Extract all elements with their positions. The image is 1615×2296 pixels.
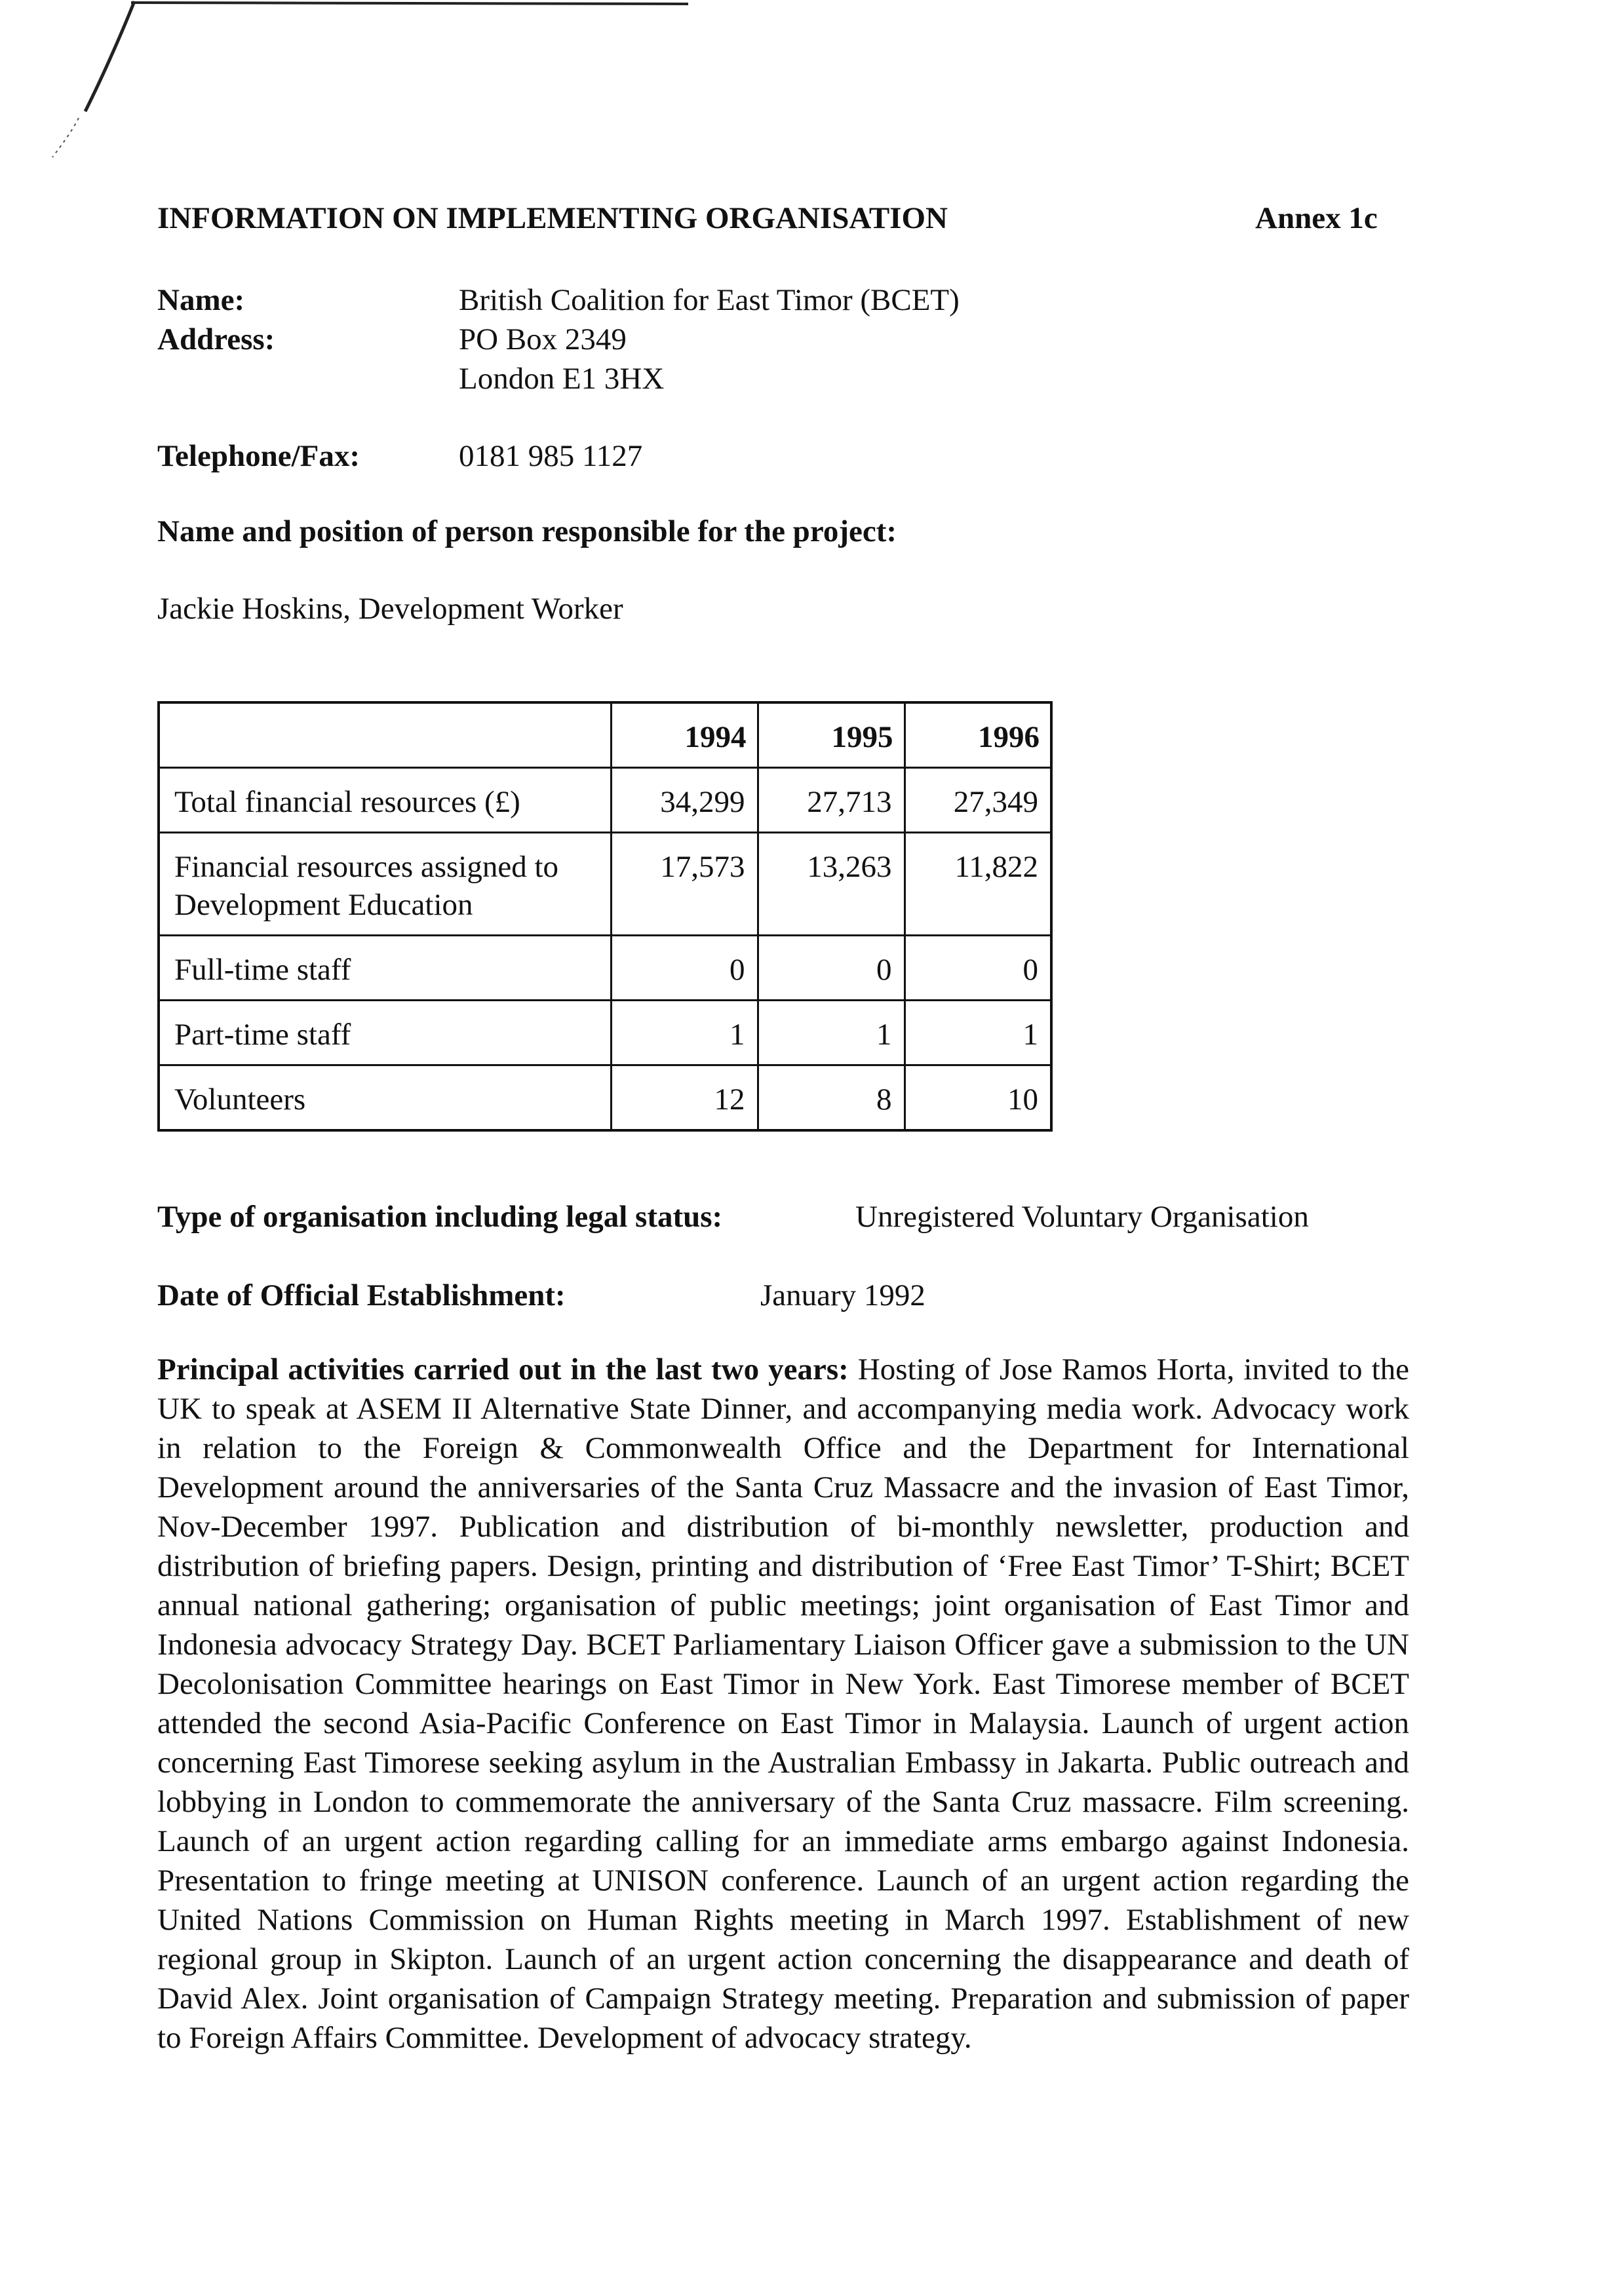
row-label: Total financial resources (£) xyxy=(159,768,611,833)
table-cell: 1 xyxy=(758,1001,905,1065)
activities-label: Principal activities carried out in the last two years: xyxy=(157,1352,858,1387)
table-corner-cell xyxy=(159,702,611,768)
row-label: Volunteers xyxy=(159,1065,611,1131)
table-cell: 27,349 xyxy=(905,768,1051,833)
table-row xyxy=(159,833,1051,936)
table-cell: 34,299 xyxy=(611,768,758,833)
organisation-name: British Coalition for East Timor (BCET) xyxy=(459,283,960,317)
table-cell: 0 xyxy=(758,936,905,1001)
scan-edge-mark xyxy=(0,0,721,170)
row-label: Part-time staff xyxy=(159,1001,611,1065)
table-cell: 8 xyxy=(758,1065,905,1131)
year-header: 1994 xyxy=(611,702,758,768)
annex-label: Annex 1c xyxy=(1255,201,1378,235)
row-label: Full-time staff xyxy=(159,936,611,1001)
table-cell: 12 xyxy=(611,1065,758,1131)
table-row xyxy=(159,1065,1051,1131)
activities-text: Hosting of Jose Ramos Horta, invited to the UK to speak at ASEM II Alternative State Dinner, and accompanying media work. Advocacy work in relation to the Foreign & Commonwealth Office and the Department for International Development around the anniversaries of the Santa Cruz Massacre and the invasion of East Timor, Nov-December 1997. Publication and distribution of bi-monthly newsletter, production and distribution of briefing papers. Design, printing and distribution of ‘Free East Timor’ T-Shirt; BCET annual national gathering; organisation of public meetings; joint organisation of East Timor and Indonesia advocacy Strategy Day. BCET Parliamentary Liaison Officer gave a submission to the UN Decolonisation Committee hearings on East Timor in New York. East Timorese member of BCET attended the second Asia-Pacific Conference on East Timor in Malaysia. Launch of urgent action concerning East Timorese seeking asylum in the Australian Embassy in Jakarta. Public outreach and lobbying in London to commemorate the anniversary of the Santa Cruz massacre. Film screening. Launch of an urgent action regarding calling for an immediate arms embargo against Indonesia. Presentation to fringe meeting at UNISON conference. Launch of an urgent action regarding the United Nations Commission on Human Rights meeting in March 1997. Establishment of new regional group in Skipton. Launch of an urgent action concerning the disappearance and death of David Alex. Joint organisation of Campaign Strategy meeting. Preparation and submission of paper to Foreign Affairs Committee. Development of advocacy strategy. xyxy=(157,1352,1409,2055)
address-label: Address: xyxy=(157,322,275,356)
year-header: 1996 xyxy=(905,702,1051,768)
address-line-2: London E1 3HX xyxy=(459,362,665,396)
establishment-date-value: January 1992 xyxy=(760,1278,925,1312)
table-cell: 13,263 xyxy=(758,833,905,936)
responsible-value: Jackie Hoskins, Development Worker xyxy=(157,592,623,626)
table-cell: 17,573 xyxy=(611,833,758,936)
name-label: Name: xyxy=(157,283,245,317)
table-row xyxy=(159,1001,1051,1065)
responsible-label: Name and position of person responsible for the project: xyxy=(157,514,897,548)
table-cell: 0 xyxy=(611,936,758,1001)
table-cell: 27,713 xyxy=(758,768,905,833)
table-cell: 10 xyxy=(905,1065,1051,1131)
table-cell: 0 xyxy=(905,936,1051,1001)
organisation-type-value: Unregistered Voluntary Organisation xyxy=(855,1200,1309,1234)
row-label: Financial resources assigned to Development Education xyxy=(159,833,611,936)
table-cell: 11,822 xyxy=(905,833,1051,936)
phone-label: Telephone/Fax: xyxy=(157,439,360,473)
year-header: 1995 xyxy=(758,702,905,768)
table-header-row xyxy=(159,702,1051,768)
table-row xyxy=(159,768,1051,833)
organisation-type-label: Type of organisation including legal status: xyxy=(157,1200,723,1234)
table-cell: 1 xyxy=(611,1001,758,1065)
page-title: INFORMATION ON IMPLEMENTING ORGANISATION xyxy=(157,201,948,235)
establishment-date-label: Date of Official Establishment: xyxy=(157,1278,566,1312)
activities-paragraph xyxy=(157,1350,1409,2057)
table-row xyxy=(159,936,1051,1001)
table-cell: 1 xyxy=(905,1001,1051,1065)
address-line-1: PO Box 2349 xyxy=(459,322,627,356)
phone-value: 0181 985 1127 xyxy=(459,439,643,473)
resources-table xyxy=(157,701,1053,1132)
